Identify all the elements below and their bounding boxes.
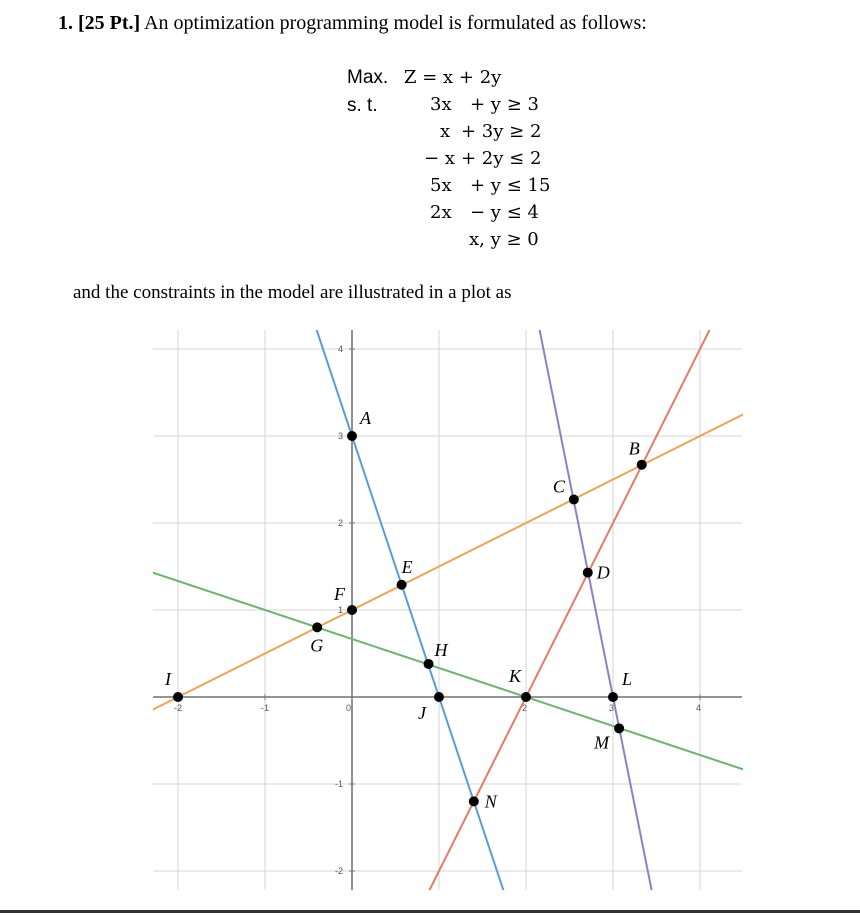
point-f (347, 605, 357, 615)
question-text: An optimization programming model is formulated as follows: (144, 12, 647, 34)
y-tick-label: 2 (337, 518, 343, 528)
question-number: 1. (58, 12, 73, 34)
x-tick-label: 0 (346, 703, 352, 713)
x-tick-label: 2 (522, 703, 528, 713)
constraint-1-lhs: 3x (430, 94, 452, 115)
point-label-g: G (310, 635, 324, 656)
plot-intro-text: and the constraints in the model are illustrated in a plot as (73, 282, 512, 303)
point-label-m: M (594, 732, 610, 753)
constraint-2-rhs: + 3y ≥ 2 (461, 121, 542, 142)
point-e (397, 580, 407, 590)
constraint-line-1 (265, 175, 584, 916)
point-label-h: H (434, 639, 448, 660)
point-b (637, 460, 647, 470)
constraint-line-3 (0, 306, 860, 828)
x-tick-label: -2 (174, 703, 183, 713)
point-n (469, 796, 479, 806)
question-points: [25 Pt.] (78, 12, 141, 34)
y-tick-label: 3 (337, 431, 343, 441)
point-label-b: B (628, 438, 640, 459)
objective-function: Z = x + 2y (404, 67, 502, 88)
point-label-k: K (509, 666, 522, 686)
y-tick-label: -1 (334, 779, 343, 789)
point-label-j: J (418, 703, 426, 723)
point-l (608, 692, 618, 702)
objective-label: Max. (347, 67, 389, 88)
point-a (347, 431, 357, 441)
point-h (424, 659, 434, 669)
nonnegativity-constraint: x, y ≥ 0 (469, 229, 539, 250)
point-j (434, 692, 444, 702)
constraint-1-rhs: + y ≥ 3 (470, 94, 539, 115)
point-c (569, 495, 579, 505)
constraint-5-rhs: − y ≤ 4 (470, 202, 539, 223)
constraint-4-rhs: + y ≤ 15 (470, 175, 551, 196)
point-m (614, 723, 624, 733)
point-label-n: N (484, 791, 497, 812)
constraint-3-lhs: − x (424, 148, 455, 169)
point-i (173, 692, 183, 702)
point-label-e: E (401, 556, 413, 577)
plot-grid (153, 330, 742, 890)
page-bottom-rule (0, 910, 860, 913)
point-label-a: A (360, 408, 371, 428)
constraint-3-rhs: + 2y ≤ 2 (461, 148, 542, 169)
y-tick-label: 1 (337, 605, 343, 615)
point-label-f: F (334, 584, 345, 604)
point-label-d: D (596, 562, 610, 583)
constraint-4-lhs: 5x (430, 175, 452, 196)
constraint-5-lhs: 2x (430, 202, 452, 223)
y-tick-label: -2 (334, 866, 343, 876)
point-k (521, 692, 531, 702)
point-label-i: I (165, 669, 171, 689)
constraint-line-5 (309, 175, 788, 916)
subject-to-label: s. t. (347, 95, 378, 116)
constraint-lines (0, 175, 860, 916)
point-label-c: C (552, 476, 565, 497)
constraint-2-lhs: x (440, 121, 451, 142)
point-label-l: L (622, 669, 633, 689)
y-tick-label: 4 (337, 344, 343, 354)
x-tick-label: 3 (609, 703, 615, 713)
x-tick-label: 4 (696, 703, 702, 713)
constraint-line-4 (509, 175, 700, 916)
point-d (583, 568, 593, 578)
x-tick-label: -1 (261, 703, 270, 713)
point-g (312, 622, 322, 632)
